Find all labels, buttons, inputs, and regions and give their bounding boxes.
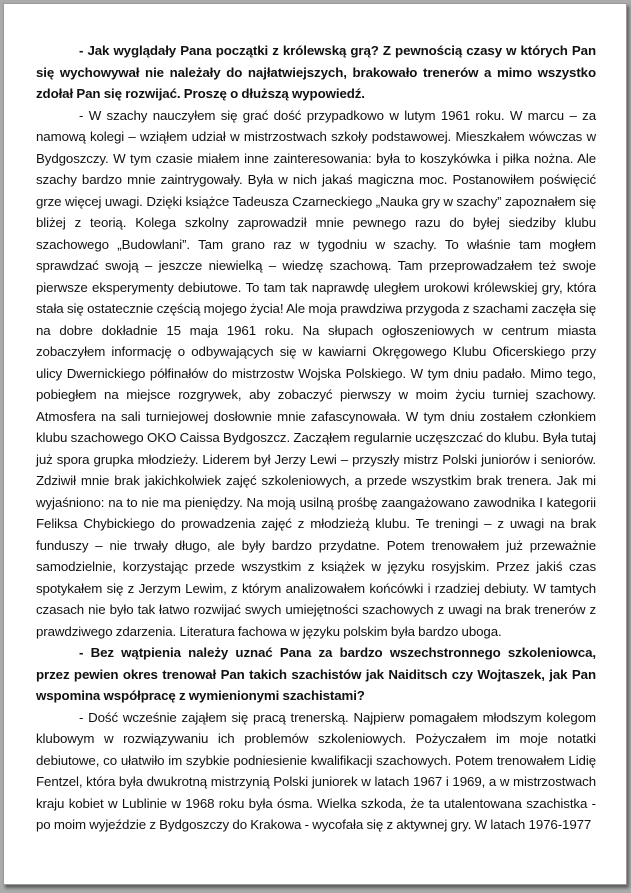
- document-page: [3, 3, 627, 885]
- interview-question: - Jak wyglądały Pana początki z królewską grą? Z pewnością czasy w których Pan się wychowywał nie należały do najłatwiejszych, brakowało trenerów a mimo wszystko zdołał Pan się rozwijać. Proszę o dłuższą wypowiedź.: [36, 43, 596, 101]
- interview-answer: - Dość wcześnie zająłem się pracą trenerską. Najpierw pomagałem młodszym kolegom klubowym w rozwiązywaniu ich problemów szkoleniowych. Pożyczałem im moje notatki debiutowe, co ułatwiło im szybkie podniesienie kwalifikacji szachowych. Potem trenowałem Lidię Fentzel, która była dwukrotną mistrzynią Polski juniorek w latach 1967 i 1969, a w mistrzostwach kraju kobiet w Lublinie w 1968 roku była ósma. Wielka szkoda, że ta utalentowana szachistka - po moim wyjeździe z Bydgoszczy do Krakowa - wycofała się z aktywnej gry. W latach 1976-1977: [36, 709, 596, 832]
- document-body: [36, 40, 596, 836]
- interview-question: - Bez wątpienia należy uznać Pana za bardzo wszechstronnego szkoleniowca, przez pewien okres trenował Pan takich szachistów jak Naiditsch czy Wojtaszek, jak Pan wspomina współpracę z wymienionymi szachistami?: [36, 645, 596, 703]
- interview-answer: - W szachy nauczyłem się grać dość przypadkowo w lutym 1961 roku. W marcu – za namową kolegi – wziąłem udział w mistrzostwach szkoły podstawowej. Mieszkałem wówczas w Bydgoszczy. W tym czasie miałem inne zainteresowania: była to koszykówka i piłka nożna. Ale szachy bardzo mnie zaintrygowały. Była w nich jakaś magiczna moc. Postanowiłem poświęcić grze więcej uwagi. Dzięki książce Tadeusza Czarneckiego „Nauka gry w szachy” zapoznałem się bliżej z teorią. Kolega szkolny zaprowadził mnie pewnego razu do byłej siedziby klubu szachowego „Budowlani”. Tam grano raz w tygodniu w szachy. To właśnie tam mogłem sprawdzać swoją – jeszcze niewielką – wiedzę szachową. Tam przeprowadzałem też swoje pierwsze eksperymenty debiutowe. To tam tak naprawdę uległem urokowi królewskiej gry, która stała się ostatecznie częścią mojego życia! Ale moja prawdziwa przygoda z szachami zaczęła się na dobre dokładnie 15 maja 1961 roku. Na słupach ogłoszeniowych w centrum miasta zobaczyłem informację o odbywających się w kawiarni Okręgowego Klubu Oficerskiego przy ulicy Dwernickiego półfinałów do mistrzostw Wojska Polskiego. W tym dniu padało. Mimo tego, pobiegłem na miejsce rozgrywek, aby zobaczyć pierwszy w moim życiu turniej szachowy. Atmosfera na sali turniejowej dosłownie mnie zafascynowała. W tym dniu zostałem członkiem klubu szachowego OKO Caissa Bydgoszcz. Zacząłem regularnie uczęszczać do klubu. Była tutaj już spora grupka młodzieży. Liderem był Jerzy Lewi – przyszły mistrz Polski juniorów i seniorów. Zdziwił mnie brak jakichkolwiek zajęć szkoleniowych, a przede wszystkim brak trenera. Jak mi wyjaśniono: na to nie ma pieniędzy. Na moją usilną prośbę zaangażowano zawodnika I kategorii Feliksa Chybickiego do prowadzenia zajęć z młodzieżą klubu. Te treningi – z uwagi na brak funduszy – nie trwały długo, ale były bardzo przydatne. Potem trenowałem już przeważnie samodzielnie, korzystając przede wszystkim z książek w języku rosyjskim. Przez jakiś czas spotykałem się z Jerzym Lewim, z którym analizowałem końcówki i rzadziej debiuty. W tamtych czasach nie było tak łatwo rozwijać swych umiejętności szachowych z uwagi na brak trenerów z prawdziwego zdarzenia. Literatura fachowa w języku polskim była bardzo uboga.: [36, 107, 596, 639]
